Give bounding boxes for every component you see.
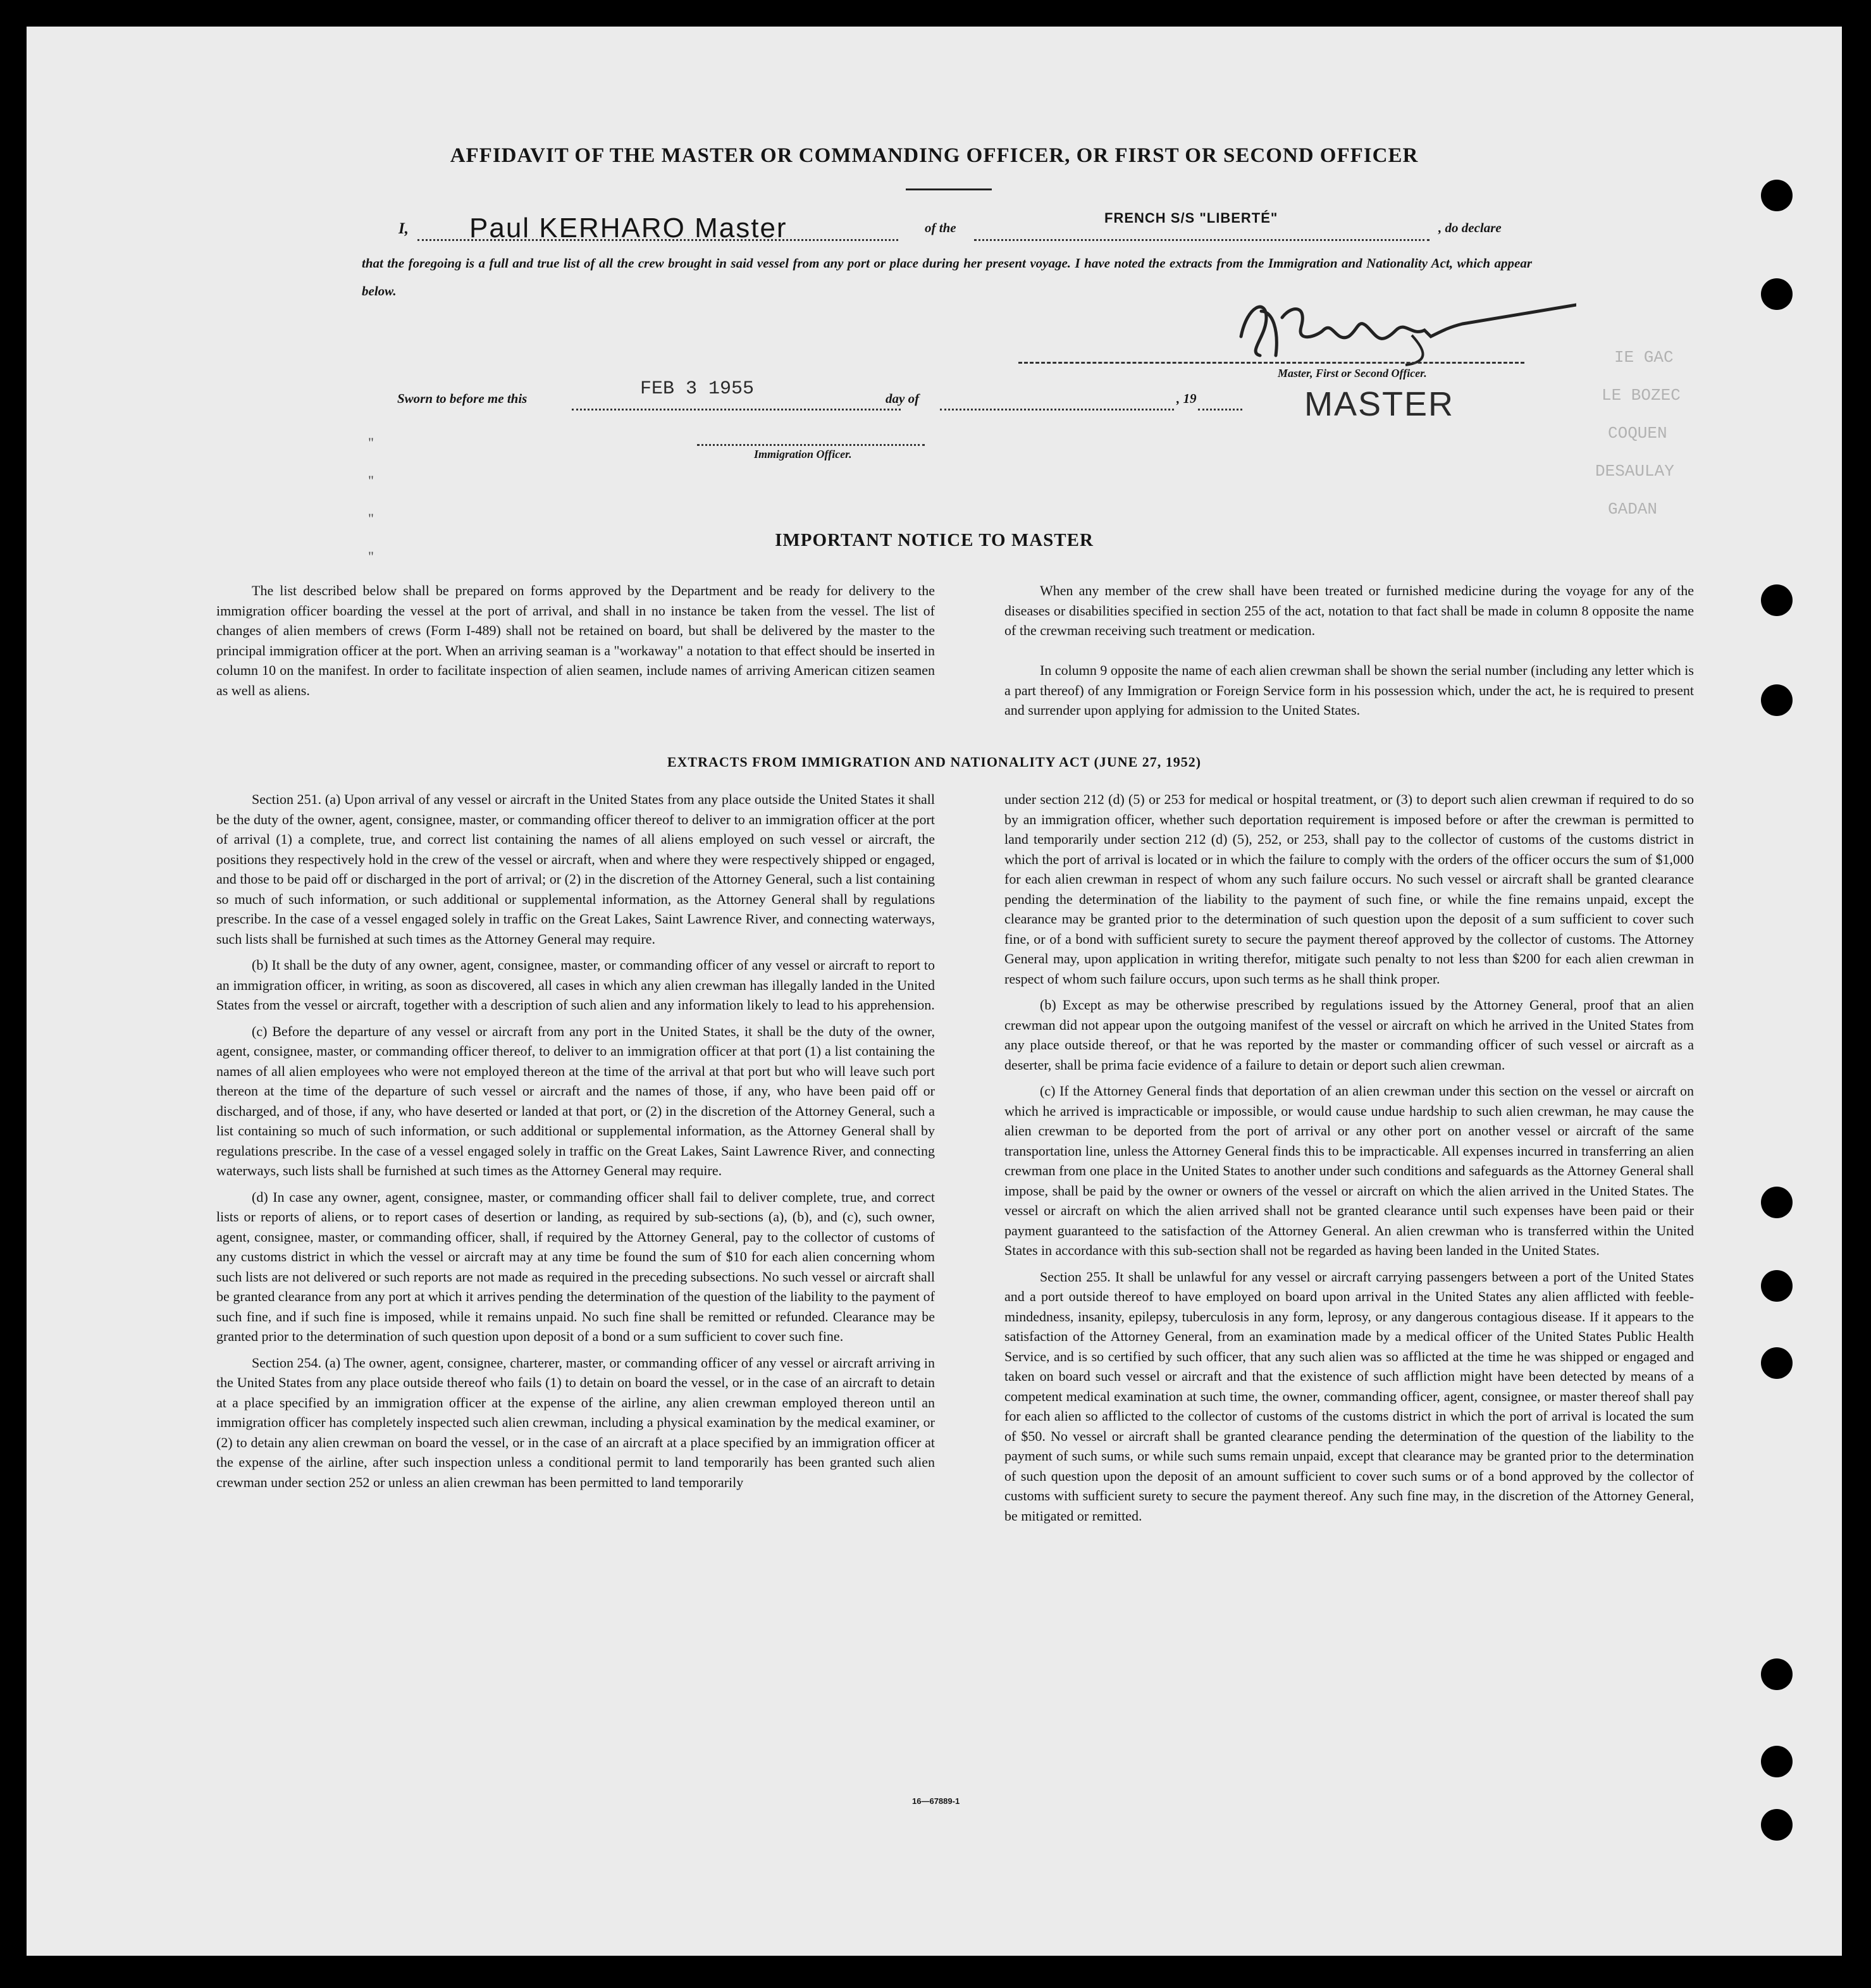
notice-left-paragraph: The list described below shall be prepared on forms approved by the Department and be ready for delivery to the immigration officer boarding the vessel at the port of arrival, and shall in no instance be taken from the vessel. The list of changes of alien members of crews (Form I-489) shall not be retained on board, but shall be delivered by the master to the principal immigration officer at the port. When an arriving seaman is a "workaway" a notation to that effect should be inserted in column 10 on the manifest. In order to facilitate inspection of alien seamen, include names of arriving American citizen seamen as well as aliens. [216, 583, 935, 698]
punch-hole [1761, 180, 1793, 211]
punch-hole [1761, 1347, 1793, 1379]
extracts-left-column [216, 789, 935, 1492]
sworn-label: Sworn to before me this [397, 391, 528, 406]
of-the-label: of the [925, 220, 956, 235]
notice-right-paragraph-2: In column 9 opposite the name of each alien crewman shall be shown the serial number (including any letter which is a part thereof) of any Immigration or Foreign Service form in his possession which, under the act, he is required to present and surrender upon applying for admission to the United States. [1004, 662, 1694, 718]
sworn-date-line [572, 409, 901, 411]
vessel-name: FRENCH S/S "LIBERTÉ" [1104, 210, 1278, 226]
do-declare-label: , do declare [1438, 220, 1502, 235]
punch-hole [1761, 1270, 1793, 1302]
notice-right-paragraph-1: When any member of the crew shall have been treated or furnished medicine during the voyage for any of the diseases or disabilities specified in section 255 of the act, notation to that fact shall be made in column 8 opposite the name of the crewman receiving such treatment or medication. [1004, 583, 1694, 638]
section-255: Section 255. It shall be unlawful for any vessel or aircraft carrying passengers between a port of the United States and a port outside thereof to have employed on board upon arrival in the United States any alien afflicted with feeble-mindedness, insanity, epilepsy, tuberculosis in any form, leprosy, or any dangerous contagious disease. If it appears to the satisfaction of the Attorney General, from an examination made by a medical officer of the United States Public Health Service, and is so certified by such officer, that any such alien was so afflicted at the time he was shipped or engaged and taken on board such vessel or aircraft and that the existence of such affliction might have been detected by means of a competent medical examination at such time, the owner, commanding officer, agent, consignee, or master thereof shall pay for each alien so afflicted to the collector of customs of the customs district in which the port of arrival is located the sum of $50. No vessel or aircraft shall be granted clearance pending the determination of the question of the liability to the payment of such sums, or while such sums remain unpaid, except that clearance may be granted prior to the determination of such question upon the deposit of an amount sufficient to cover such sums or of a bond approved by the collector of customs with sufficient surety to secure the payment thereof. Any such fine may, in the discretion of the Attorney General, be mitigated or remitted. [1004, 1268, 1694, 1524]
punch-hole [1761, 684, 1793, 716]
bleed-through-text: DESAULAY [1595, 462, 1674, 481]
punch-hole [1761, 1746, 1793, 1777]
extracts-title: EXTRACTS FROM IMMIGRATION AND NATIONALITY ACT (JUNE 27, 1952) [667, 754, 1202, 770]
declaration-i: I, [398, 220, 409, 237]
section-251-c: (c) Before the departure of any vessel or aircraft from any port in the United States, it shall be the duty of the owner, agent, consignee, master, or commanding officer thereof, to deliver to an immigration officer at that port (1) a list containing the names of all alien employees who were not employed thereon at the time of the arrival at that port but who will leave such port thereon at the time of the departure of such vessel or aircraft and the names of those, if any, who have been paid off or discharged, and of those, if any, who have deserted or landed at that port, or (2) in the discretion of the Attorney General, such a list containing so much of such information, or such additional or supplemental information, as the Attorney General shall by regulations prescribe. In the case of a vessel engaged solely in traffic on the Great Lakes, Saint Lawrence River, and connecting waterways, such lists shall be furnished at such times as the Attorney General may require. [216, 1023, 935, 1178]
punch-hole [1761, 278, 1793, 310]
form-number: 16—67889-1 [912, 1796, 960, 1806]
punch-hole [1761, 1658, 1793, 1690]
sworn-date-stamp: FEB 3 1955 [640, 378, 755, 400]
immigration-officer-line [697, 444, 925, 446]
section-251-a: Section 251. (a) Upon arrival of any vessel or aircraft in the United States from any place outside the United States it shall be the duty of the owner, agent, consignee, master, or commanding officer thereof to deliver to an immigration officer at the port of arrival (1) a complete, true, and correct list containing the names of all aliens employed on such vessel or aircraft, the positions they respectively hold in the crew of the vessel or aircraft, when and where they were respectively shipped or engaged, and those to be paid off or discharged in the port of arrival; or (2) in the discretion of the Attorney General, such a list containing so much of such information, or such additional or supplemental information, as the Attorney General shall by regulations prescribe. In the case of a vessel engaged solely in traffic on the Great Lakes, Saint Lawrence River, and connecting waterways, such lists shall be furnished at such times as the Attorney General may require. [216, 791, 935, 947]
bleed-through-text: COQUEN [1608, 424, 1667, 443]
punch-hole [1761, 1187, 1793, 1218]
affidavit-title: AFFIDAVIT OF THE MASTER OR COMMANDING OFFICER, OR FIRST OR SECOND OFFICER [450, 144, 1419, 167]
ditto-column: " " " " [368, 435, 374, 564]
section-254-a-continued: under section 212 (d) (5) or 253 for medical or hospital treatment, or (3) to deport such alien crewman if required to do so by an immigration officer, whether such deportation requirement is imposed before or after the crewman is permitted to land temporarily under section 212 (d) (5), 252, or 253, shall pay to the collector of customs of the customs district in which the port of arrival is located or in which the failure to comply with the orders of the officer occurs the sum of $1,000 for each alien crewman in respect of whom any such failure occurs. No such vessel or aircraft shall be granted clearance pending the determination of the liability to the payment of such fine, or while the fine remains unpaid, except the clearance may be granted prior to the determination of such question upon the deposit of a sum sufficient to cover such fine, or of a bond with sufficient surety to secure the payment thereof approved by the collector of customs. The Attorney General may, upon application in writing therefor, mitigate such penalty to not less than $200 for each alien crewman in respect of whom such failure occurs, upon such terms as he shall think proper. [1004, 791, 1694, 987]
signature-caption: Master, First or Second Officer. [1278, 367, 1427, 380]
declaration-text: that the foregoing is a full and true list of all the crew brought in said vessel from any port or place during her present voyage. I have noted the extracts from the Immigration and Nationality Act, which appear below. [362, 256, 1532, 299]
section-254-a: Section 254. (a) The owner, agent, consignee, charterer, master, or commanding officer of any vessel or aircraft arriving in the United States from any place outside thereof who fails (1) to detain on board the vessel, or in the case of an aircraft to detain at a place specified by an immigration officer at the expense of the airline, any alien crewman employed thereon until an immigration officer has completely inspected such alien crewman, including a physical examination by the medical examiner, or (2) to detain any alien crewman on board the vessel, or in the case of an aircraft at a place specified by an immigration officer at the expense of the airline, after such inspection unless a conditional permit to land temporarily has been granted such alien crewman under section 252 or unless an alien crewman has been permitted to land temporarily [216, 1354, 935, 1490]
extracts-right-column [1004, 789, 1694, 1526]
year-prefix: , 19 [1176, 391, 1197, 406]
bleed-through-text: IE GAC [1614, 348, 1674, 367]
immigration-officer-caption: Immigration Officer. [754, 448, 852, 460]
title-divider [906, 188, 992, 190]
document-sheet [27, 27, 1842, 1956]
year-line [1198, 409, 1242, 411]
master-stamp: MASTER [1304, 385, 1455, 423]
day-of-line [940, 409, 1174, 411]
section-251-d: (d) In case any owner, agent, consignee, master, or commanding officer shall fail to deliver complete, true, and correct lists or reports of aliens, or to report cases of desertion or landing, as required by sub-sections (a), (b), and (c), such owner, agent, consignee, master, or commanding officer, shall, if required by the Attorney General, pay to the collector of customs of any customs district in which the vessel or aircraft may at any time be found the sum of $10 for each alien concerning whom such lists are not delivered or such reports are not made as required in the preceding subsections. No such vessel or aircraft shall be granted clearance from any port at which it arrives pending the determination of the question of the liability to the payment of such fine, and if such fine is imposed, while it remains unpaid. No such fine shall be remitted or refunded. Clearance may be granted prior to the determination of such question upon deposit of a bond or a sum sufficient to cover such fine. [216, 1188, 935, 1344]
notice-title: IMPORTANT NOTICE TO MASTER [775, 530, 1094, 550]
section-251-b: (b) It shall be the duty of any owner, agent, consignee, master, or commanding officer of any vessel or aircraft to report to an immigration officer, in writing, as soon as discovered, all cases in which any alien crewman has illegally landed in the United States from the vessel or aircraft, together with a description of such alien and any information likely to lead to his apprehension. [216, 957, 935, 1013]
section-254-b: (b) Except as may be otherwise prescribed by regulations issued by the Attorney General, proof that an alien crewman did not appear upon the outgoing manifest of the vessel or aircraft on which he arrived in the United States from any place outside thereof, or that he was reported by the master or commanding officer of such vessel or aircraft as a deserter, shall be prima facie evidence of a failure to detain or deport such alien crewman. [1004, 997, 1694, 1073]
bleed-through-text: LE BOZEC [1602, 386, 1681, 405]
punch-hole [1761, 1809, 1793, 1841]
signature-line [1018, 362, 1524, 364]
bleed-through-text: GADAN [1608, 500, 1658, 519]
master-signature [1222, 292, 1576, 368]
master-name: Paul KERHARO Master [469, 213, 787, 244]
section-254-c: (c) If the Attorney General finds that deportation of an alien crewman under this section on the vessel or aircraft on which he arrived is impracticable or impossible, or would cause undue hardship to such alien crewman, he may cause the alien crewman to be deported from the port of arrival or any other port on another vessel or aircraft of the same transportation line, unless the Attorney General finds this to be impracticable. All expenses incurred in transferring an alien crewman from one place in the United States to another under such conditions and safeguards as the Attorney General shall impose, shall be paid by the owner or owners of the vessel or aircraft on which the alien arrived in the United States. The vessel or aircraft on which the alien arrived shall not be granted clearance until such expenses have been paid or their payment guaranteed to the satisfaction of the Attorney General. An alien crewman who is transferred within the United States in accordance with this sub-section shall not be regarded as having been landed in the United States. [1004, 1083, 1694, 1258]
punch-hole [1761, 584, 1793, 616]
vessel-line [974, 239, 1429, 241]
day-of-label: day of [886, 391, 920, 406]
